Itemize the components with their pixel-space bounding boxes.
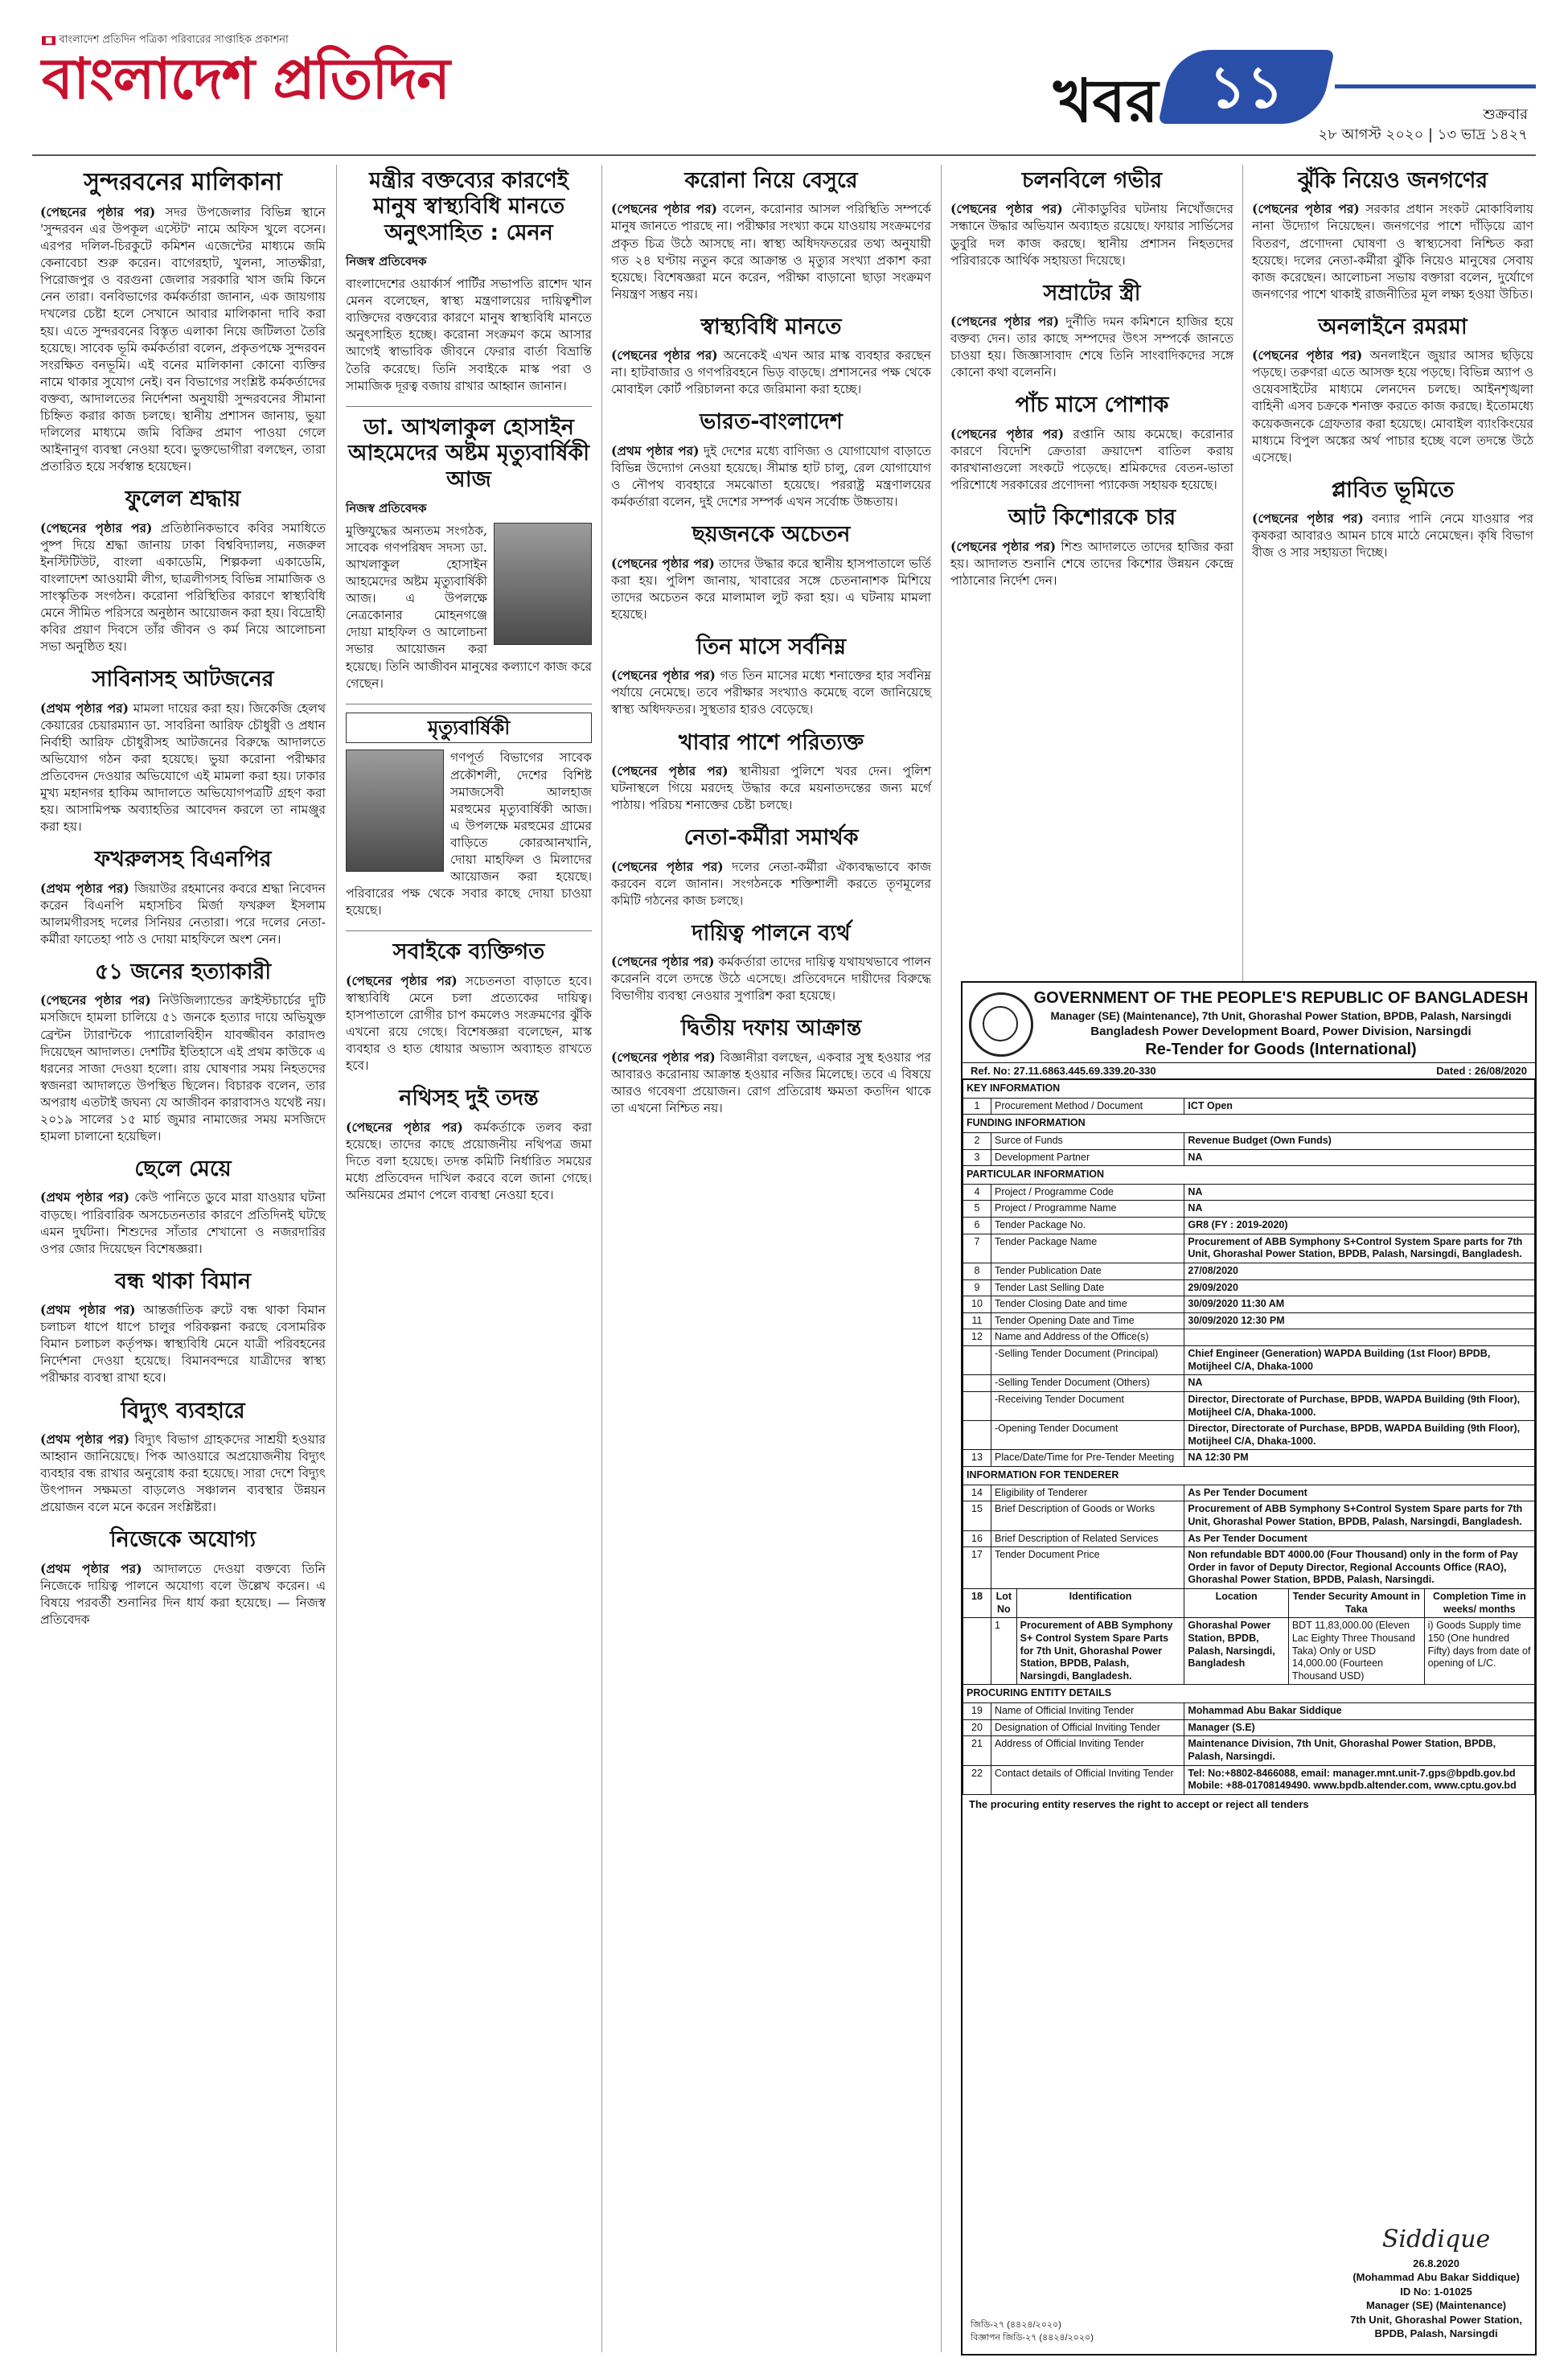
headline[interactable]: সাবিনাসহ আটজনের <box>92 667 274 692</box>
row-number <box>963 1375 991 1392</box>
headline[interactable]: নিজেকে অযোগ্য <box>109 1527 257 1553</box>
article-body: (পেছনের পৃষ্ঠার পর) নিউজিল্যান্ডের ক্রাইস্টচার্চের দুটি মসজিদে হামলা চালিয়ে ৫১ জনকে হত্যার দায়ে অভিযুক্ত ব্রেন্টন ট্যারান্টকে প্যারোলবিহীন যাবজ্জীবন কারাদণ্ড দিয়েছেন আদালত। দেশটির ইতিহাসে এই প্রথম কাউকে এ ধরনের সাজা দেওয়া হলো। রায় ঘোষণার সময় নিহতদের স্বজনরা আদালতে উপস্থিত ছিলেন। বিচারক বলেন, তার অপরাধ এতটাই জঘন্য যে আজীবন কারাবাসও যথেষ্ট নয়। ২০১৯ সালের ১৫ মার্চ জুমার নামাজের সময় মসজিদে হামলা চালানো হয়েছিল। <box>40 992 326 1144</box>
article[interactable] <box>611 730 931 815</box>
tagline-text: বাংলাদেশ প্রতিদিন পত্রিকা পরিবারের সাপ্তাহিক প্রকাশনা <box>59 34 289 46</box>
row-number: 7 <box>963 1234 991 1263</box>
ad-notes <box>971 2319 1094 2344</box>
table-row <box>963 1329 1535 1346</box>
signature-date: 26.8.2020 <box>1413 2257 1460 2269</box>
section-title: INFORMATION FOR TENDERER <box>963 1467 1535 1485</box>
ad-note: বিজ্ঞাপন জিডি-২৭ (৪৪২৪/২০২০) <box>971 2332 1094 2343</box>
headline[interactable]: স্বাস্থ্যবিধি মানতে <box>700 314 842 339</box>
row-number: 16 <box>963 1530 991 1547</box>
table-section-row <box>963 1685 1535 1703</box>
row-label: Tender Last Selling Date <box>991 1279 1184 1296</box>
headline[interactable]: চলনবিলে গভীর <box>1021 168 1163 193</box>
article[interactable] <box>611 825 931 910</box>
row-value: Procurement of ABB Symphony S+Control System Spare parts for 7th Unit, Ghorashal Power Station, BPDB, Palash, Narsingdi, Bangladesh. <box>1184 1234 1535 1263</box>
column-divider <box>941 165 942 2352</box>
row-label: Place/Date/Time for Pre-Tender Meeting <box>991 1450 1184 1467</box>
signatory-title: Manager (SE) (Maintenance) <box>1366 2299 1507 2312</box>
headline[interactable]: নেতা-কর্মীরা সমার্থক <box>683 825 859 851</box>
table-row <box>963 1719 1535 1736</box>
article-body: (পেছনের পৃষ্ঠার পর) সচেতনতা বাড়াতে হবে। স্বাস্থ্যবিধি মেনে চলা প্রত্যেকের দায়িত্ব। হাসপাতালে রোগীর চাপ কমলেও সংক্রমণের ঝুঁকি এখনো রয়ে গেছে। বিশেষজ্ঞরা বলেছেন, মাস্ক ব্যবহার ও হাত ধোয়ার অভ্যাস অব্যাহত রাখতে হবে। <box>346 972 593 1074</box>
row-number: 22 <box>963 1765 991 1794</box>
article[interactable] <box>40 1156 326 1258</box>
row-label: Surce of Funds <box>991 1132 1184 1149</box>
table-row <box>963 1375 1535 1392</box>
row-number: 15 <box>963 1501 991 1530</box>
row-label: Designation of Official Inviting Tender <box>991 1719 1184 1736</box>
row-value: 29/09/2020 <box>1184 1279 1535 1296</box>
article[interactable] <box>611 1016 931 1117</box>
row-label: -Opening Tender Document <box>991 1421 1184 1450</box>
article[interactable] <box>1252 168 1533 303</box>
article-body: (পেছনের পৃষ্ঠার পর) অনেকেই এখন আর মাস্ক ব্যবহার করছেন না। হাটবাজার ও গণপরিবহনে ভিড় বাড়ছে। প্রশাসনের পক্ষ থেকে মোবাইল কোর্ট পরিচালনা করে জরিমানা করা হচ্ছে। <box>611 347 931 397</box>
weekday: শুক্রবার <box>1483 106 1528 123</box>
newspaper-logo[interactable]: বাংলাদেশ প্রতিদিন <box>42 46 449 112</box>
article[interactable] <box>611 314 931 399</box>
article-body: (পেছনের পৃষ্ঠার পর) স্থানীয়রা পুলিশে খবর দেন। পুলিশ ঘটনাস্থলে গিয়ে মরদেহ উদ্ধার করে ময়নাতদন্তের জন্য মর্গে পাঠায়। পরিচয় শনাক্তের চেষ্টা চলছে। <box>611 762 931 813</box>
headline[interactable]: ফুলেল শ্রদ্ধায় <box>125 487 241 512</box>
signatory-name: (Mohammad Abu Bakar Siddique) <box>1353 2271 1520 2284</box>
article[interactable] <box>346 415 592 692</box>
row-label: Tender Opening Date and Time <box>991 1312 1184 1329</box>
lot-column-header: Tender Security Amount in Taka <box>1288 1589 1424 1618</box>
lot-security: BDT 11,83,000.00 (Eleven Lac Eighty Three Thousand Taka) Only or USD 14,000.00 (Fourteen Thousand USD) <box>1288 1618 1424 1685</box>
signatory-id: ID No: 1-01025 <box>1400 2285 1472 2298</box>
ad-note: জিডি-২৭ (৪৪২৪/২০২০) <box>971 2320 1061 2331</box>
headline[interactable]: সুন্দরবনের মালিকানা <box>84 168 282 196</box>
page-number: ১১ <box>1209 53 1284 121</box>
row-value: Maintenance Division, 7th Unit, Ghorashal Power Station, BPDB, Palash, Narsingdi. <box>1184 1736 1535 1765</box>
row-label: Project / Programme Code <box>991 1184 1184 1201</box>
article-body: বাংলাদেশের ওয়ার্কার্স পার্টির সভাপতি রাশেদ খান মেনন বলেছেন, স্বাস্থ্য মন্ত্রণালয়ের দায়িত্বশীল ব্যক্তিদের বক্তব্যের কারণে মানুষ স্বাস্থ্যবিধি মানতে অনুৎসাহিত হচ্ছে। করোনা সংক্রমণ কমে আসার আগেই স্বাভাবিক জীবনে ফেরার বার্তা বিভ্রান্তি তৈরি করেছে। তিনি সবাইকে মাস্ক পরা ও সামাজিক দূরত্ব বজায় রাখার আহ্বান জানান। <box>346 277 592 393</box>
article-body: (প্রথম পৃষ্ঠার পর) বিদ্যুৎ বিভাগ গ্রাহকদের সাশ্রয়ী হওয়ার আহ্বান জানিয়েছে। পিক আওয়ারে অপ্রয়োজনীয় বিদ্যুৎ ব্যবহার বন্ধ রাখার অনুরোধ করা হয়েছে। সারা দেশে বিদ্যুৎ উৎপাদন সক্ষমতা বাড়লেও সঞ্চালন ব্যবস্থার উন্নয়ন প্রয়োজন বলে মনে করেন সংশ্লিষ্টরা। <box>40 1431 326 1515</box>
article-body: মুক্তিযুদ্ধের অন্যতম সংগঠক, সাবেক গণপরিষদ সদস্য ডা. আখলাকুল হোসাইন আহমেদের অষ্টম মৃত্যুবার্ষিকী আজ। এ উপলক্ষে নেত্রকোনার মোহনগঞ্জে দোয়া মাহফিল ও আলোচনা সভার আয়োজন করা হয়েছে। তিনি আজীবন মানুষের কল্যাণে কাজ করে গেছেন। <box>346 523 592 691</box>
row-number: 20 <box>963 1719 991 1736</box>
article-body: (পেছনের পৃষ্ঠার পর) গত তিন মাসের মধ্যে শনাক্তের হার সর্বনিম্ন পর্যায়ে নেমেছে। তবে পরীক্ষার সংখ্যাও কমেছে বলে জানিয়েছে স্বাস্থ্য অধিদফতর। সুস্থতার হারও বেড়েছে। <box>611 667 932 717</box>
row-label: Eligibility of Tenderer <box>991 1485 1184 1501</box>
column-4 <box>950 165 1233 601</box>
headline[interactable]: তিন মাসে সর্বনিম্ন <box>696 634 847 659</box>
article-body: (পেছনের পৃষ্ঠার পর) তাদের উদ্ধার করে স্থানীয় হাসপাতালে ভর্তি করা হয়। পুলিশ জানায়, খাবারের সঙ্গে চেতনানাশক মিশিয়ে তাদের অচেতন করে মালামাল লুট করা হয়। এ ঘটনায় মামলা হয়েছে। <box>611 555 931 622</box>
row-value: Tel: No:+8802-8466088, email: manager.mnt.unit-7.gps@bpdb.gov.bd Mobile: +88-01708149490. www.bpdb.altender.com, www.cptu.gov.bd <box>1184 1765 1535 1794</box>
table-row <box>963 1421 1535 1450</box>
row-number: 19 <box>963 1703 991 1720</box>
tender-footnote: The procuring entity reserves the right to accept or reject all tenders <box>969 1797 1309 1810</box>
headline[interactable]: ৫১ জনের হত্যাকারী <box>94 959 272 984</box>
row-label: Brief Description of Goods or Works <box>991 1501 1184 1530</box>
byline: নিজস্ব প্রতিবেদক <box>346 254 427 269</box>
row-value: Director, Directorate of Purchase, BPDB, WAPDA Building (9th Floor), Motijheel C/A, Dhaka-1000. <box>1184 1421 1535 1450</box>
row-value <box>1184 1329 1535 1346</box>
article-body: (প্রথম পৃষ্ঠার পর) আদালতে দেওয়া বক্তব্যে তিনি নিজেকে দায়িত্ব পালনে অযোগ্য বলে উল্লেখ করেন। এ বিষয়ে পরবর্তী শুনানির দিন ধার্য করা হয়েছে। — নিজস্ব প্রতিবেদক <box>40 1560 326 1627</box>
article[interactable] <box>611 921 931 1005</box>
row-label: -Receiving Tender Document <box>991 1391 1184 1420</box>
article[interactable] <box>346 939 592 1074</box>
column-2 <box>346 165 592 1215</box>
article-body: (পেছনের পৃষ্ঠার পর) রপ্তানি আয় কমেছে। করোনার কারণে বিদেশি ক্রেতারা ক্রয়াদেশ বাতিল করায় কারখানাগুলো সংকটে পড়েছে। শ্রমিকদের বেতন-ভাতা পরিশোধে সরকারের প্রণোদনা প্যাকেজ সহায়ক হয়েছে। <box>950 425 1233 493</box>
row-value: NA <box>1184 1149 1535 1166</box>
row-number <box>963 1346 991 1375</box>
article[interactable] <box>40 959 326 1145</box>
row-label: Tender Package Name <box>991 1234 1184 1263</box>
article-body: (পেছনের পৃষ্ঠার পর) অনলাইনে জুয়ার আসর ছড়িয়ে পড়ছে। তরুণরা এতে আসক্ত হয়ে পড়ছে। বিভিন্ন অ্যাপ ও ওয়েবসাইটের মাধ্যমে লেনদেন চলছে। আইনশৃঙ্খলা বাহিনী এসব চক্রকে শনাক্ত করতে কাজ করছে। ইতোমধ্যে কয়েকজনকে গ্রেফতার করা হয়েছে। মোবাইল ব্যাংকিংয়ের মাধ্যমে বিপুল অঙ্কের অর্থ পাচার হচ্ছে বলে তদন্তে উঠে এসেছে। <box>1252 347 1533 465</box>
reference-line <box>963 1062 1535 1079</box>
row-number: 4 <box>963 1184 991 1201</box>
table-section-row <box>963 1166 1535 1185</box>
article-body: (প্রথম পৃষ্ঠার পর) আন্তর্জাতিক রুটে বন্ধ থাকা বিমান চলাচল ধাপে ধাপে চালুর পরিকল্পনা করছে বেসামরিক বিমান চলাচল কর্তৃপক্ষ। স্বাস্থ্যবিধি মেনে যাত্রী পরিবহনের নির্দেশনা দেওয়া হয়েছে। বিমানবন্দরে যাত্রীদের স্বাস্থ্য পরীক্ষার ব্যবস্থা রাখা হবে। <box>40 1302 326 1386</box>
article-body: (পেছনের পৃষ্ঠার পর) বিজ্ঞানীরা বলছেন, একবার সুস্থ হওয়ার পর আবারও করোনায় আক্রান্ত হওয়ার নজির মিলেছে। তবে এ বিষয়ে আরও গবেষণা প্রয়োজন। রোগ প্রতিরোধ ক্ষমতা কতদিন থাকে তা এখনো নিশ্চিত নয়। <box>611 1049 931 1116</box>
table-row <box>963 1547 1535 1589</box>
lot-header-row <box>963 1589 1535 1618</box>
table-row <box>963 1765 1535 1794</box>
headline[interactable]: ছয়জনকে অচেতন <box>692 522 851 548</box>
section-title: PARTICULAR INFORMATION <box>963 1166 1535 1185</box>
article[interactable] <box>950 281 1233 382</box>
office-line: Manager (SE) (Maintenance), 7th Unit, Ghorashal Power Station, BPDB, Palash, Narsingdi <box>1050 1010 1512 1022</box>
table-row <box>963 1132 1535 1149</box>
table-row <box>963 1485 1535 1501</box>
issue-date: ২৮ আগস্ট ২০২০ | ১৩ ভাদ্র ১৪২৭ <box>1318 126 1528 144</box>
headline[interactable]: ভারত-বাংলাদেশ <box>700 409 843 435</box>
lot-column-header: Lot No <box>991 1589 1017 1618</box>
article-body: (পেছনের পৃষ্ঠার পর) নৌকাডুবির ঘটনায় নিখোঁজদের সন্ধানে উদ্ধার অভিযান অব্যাহত রয়েছে। ফায়ার সার্ভিসের ডুবুরি দল কাজ করছে। স্থানীয় প্রশাসন নিহতদের পরিবারকে আর্থিক সহায়তা দিয়েছে। <box>950 201 1233 268</box>
government-title: GOVERNMENT OF THE PEOPLE'S REPUBLIC OF BANGLADESH <box>1033 989 1529 1007</box>
article-body: (পেছনের পৃষ্ঠার পর) কর্মকর্তাকে তলব করা হয়েছে। তাদের কাছে প্রয়োজনীয় নথিপত্র জমা দিতে বলা হয়েছে। তদন্ত কমিটি নির্ধারিত সময়ের মধ্যে প্রতিবেদন দাখিল করবে বলে জানা গেছে। অনিয়মের প্রমাণ পেলে ব্যবস্থা নেওয়া হবে। <box>346 1119 592 1202</box>
lot-row <box>963 1618 1535 1685</box>
table-row <box>963 1184 1535 1201</box>
row-value: Chief Engineer (Generation) WAPDA Building (1st Floor) BPDB, Motijheel C/A, Dhaka-1000 <box>1184 1346 1535 1375</box>
table-row <box>963 1703 1535 1720</box>
row-label: Tender Closing Date and time <box>991 1296 1184 1313</box>
row-value: ICT Open <box>1184 1098 1535 1115</box>
tender-header <box>963 983 1535 1062</box>
article[interactable] <box>950 505 1233 589</box>
table-row <box>963 1391 1535 1420</box>
headline[interactable]: করোনা নিয়ে বেসুরে <box>684 168 858 193</box>
article-body: গণপূর্ত বিভাগের সাবেক প্রকৌশলী, দেশের বিশিষ্ট সমাজসেবী আলহাজ মরহুমের মৃত্যুবার্ষিকী আজ। এ উপলক্ষে মরহুমের গ্রামের বাড়িতে কোরআনখানি, দোয়া মাহফিল ও মিলাদের আয়োজন করা হয়েছে। পরিবারের পক্ষ থেকে সবার কাছে দোয়া চাওয়া হয়েছে। <box>346 750 592 918</box>
row-value: NA <box>1184 1184 1535 1201</box>
row-value: 27/08/2020 <box>1184 1263 1535 1279</box>
table-section-row <box>963 1467 1535 1485</box>
article[interactable] <box>40 1399 326 1517</box>
row-value: NA 12:30 PM <box>1184 1450 1535 1467</box>
row-number: 1 <box>963 1098 991 1115</box>
article-body: (পেছনের পৃষ্ঠার পর) বন্যার পানি নেমে যাওয়ার পর কৃষকরা আবারও আমন চাষে মাঠে নেমেছেন। কৃষি বিভাগ বীজ ও সার সহায়তা দিচ্ছে। <box>1252 511 1533 561</box>
row-value: As Per Tender Document <box>1184 1485 1535 1501</box>
row-label: -Selling Tender Document (Principal) <box>991 1346 1184 1375</box>
row-label: Tender Publication Date <box>991 1263 1184 1279</box>
article[interactable] <box>40 667 326 836</box>
lot-column-header: 18 <box>963 1589 991 1618</box>
article[interactable] <box>1252 478 1533 562</box>
row-value: Mohammad Abu Bakar Siddique <box>1184 1703 1535 1720</box>
row-number: 10 <box>963 1296 991 1313</box>
headline[interactable]: বিদ্যুৎ ব্যবহারে <box>121 1398 245 1423</box>
table-section-row <box>963 1080 1535 1099</box>
row-number: 11 <box>963 1312 991 1329</box>
headline[interactable]: পাঁচ মাসে পোশাক <box>1015 392 1169 418</box>
row-label: Tender Package No. <box>991 1218 1184 1234</box>
article-body: (প্রথম পৃষ্ঠার পর) কেউ পানিতে ডুবে মারা যাওয়ার ঘটনা বাড়ছে। পারিবারিক অসচেতনতার কারণে প্রতিদিনই ঘটছে এমন দুর্ঘটনা। শিশুদের সাঁতার শেখানো ও নজরদারির ওপর জোর দিয়েছেন বিশেষজ্ঞরা। <box>40 1189 326 1256</box>
table-row <box>963 1098 1535 1115</box>
row-number: 21 <box>963 1736 991 1765</box>
row-value: NA <box>1184 1201 1535 1218</box>
row-value: GR8 (FY : 2019-2020) <box>1184 1218 1535 1234</box>
article-body: (পেছনের পৃষ্ঠার পর) শিশু আদালতে তাদের হাজির করা হয়। আদালত শুনানি শেষে তাদের কিশোর উন্নয়ন কেন্দ্রে পাঠানোর নির্দেশ দেন। <box>950 538 1233 588</box>
article-body: (পেছনের পৃষ্ঠার পর) সদর উপজেলার বিভিন্ন স্থানে 'সুন্দরবন এর উপকূল এস্টেট' নামে অফিস খুলে বসেন। এরপর দলিল-চিরকুটে কমিশন এজেন্টের মাধ্যমে জমি কেনাবেচা শুরু করেন। বাগেরহাট, খুলনা, সাতক্ষীরা, পিরোজপুর ও বরগুনা জেলার সরকারি খাস জমি কিনে নেন তারা। বনবিভাগের কর্মকর্তারা জানান, এক জায়গায় দখলের চেষ্টা হলে সেখানে আবার মালিকানা দাবি করা হয়। এতে সুন্দরবনের বিস্তৃত এলাকা নিয়ে জটিলতা তৈরি হয়েছে। সাবেক ভূমি কর্মকর্তারা বলেন, প্রকৃতপক্ষে সুন্দরবন সংরক্ষিত বনভূমি। এই বনের মালিকানা কোনো ব্যক্তির নামে থাকার সুযোগ নেই। বন বিভাগের সংশ্লিষ্ট কর্মকর্তাদের বক্তব্য, আদালতের নির্দেশনা অনুযায়ী সুন্দরবনের সীমানা চিহ্নিত করার কাজ চলছে। স্থানীয় প্রশাসন জানায়, ভুয়া দলিলের মাধ্যমে জমি বিক্রির প্রমাণ পাওয়া গেলে আইনানুগ ব্যবস্থা নেওয়া হবে। ভুক্তভোগীরা বলছেন, তারা প্রতারিত হয়ে সর্বস্বান্ত হয়েছেন। <box>40 204 326 474</box>
article[interactable] <box>346 168 592 395</box>
headline[interactable]: ফখরুলসহ বিএনপির <box>94 847 272 873</box>
article[interactable] <box>611 522 931 623</box>
headline[interactable]: ডা. আখলাকুল হোসাইন আহমেদের অষ্টম মৃত্যুবার্ষিকী আজ <box>348 414 589 492</box>
signatory-address: BPDB, Palash, Narsingdi <box>1374 2327 1498 2340</box>
byline: নিজস্ব প্রতিবেদক <box>346 500 427 515</box>
row-number: 14 <box>963 1485 991 1501</box>
tender-title: Re-Tender for Goods (International) <box>1145 1041 1417 1058</box>
article[interactable] <box>40 1527 326 1629</box>
table-row <box>963 1201 1535 1218</box>
row-value: Director, Directorate of Purchase, BPDB, WAPDA Building (9th Floor), Motijheel C/A, Dhaka-1000. <box>1184 1391 1535 1420</box>
divider <box>346 406 592 407</box>
article-body: (প্রথম পৃষ্ঠার পর) জিয়াউর রহমানের কবরে শ্রদ্ধা নিবেদন করেন বিএনপি মহাসচিব মির্জা ফখরুল ইসলাম আলমগীরসহ দলের সিনিয়র নেতারা। পরে দলের নেতা-কর্মীরা ফাতেহা পাঠ ও দোয়া মাহফিলে অংশ নেন। <box>40 880 326 947</box>
article[interactable] <box>950 168 1233 269</box>
row-label: Name and Address of the Office(s) <box>991 1329 1184 1346</box>
portrait-photo <box>494 523 592 645</box>
logo-block <box>42 32 449 112</box>
headline[interactable]: অনলাইনে রমরমা <box>1318 314 1467 339</box>
headline[interactable]: প্লাবিত ভূমিতে <box>1331 477 1455 503</box>
row-value: Non refundable BDT 4000.00 (Four Thousand) only in the form of Pay Order in favor of Deputy Director, Regional Accounts Office (RAO), Ghorashal Power Station, BPDB, Palash, Narsingdi. <box>1184 1547 1535 1589</box>
row-label: Tender Document Price <box>991 1547 1184 1589</box>
section-title: FUNDING INFORMATION <box>963 1115 1535 1133</box>
headline[interactable]: বন্ধ থাকা বিমান <box>115 1268 251 1294</box>
headline[interactable]: খাবার পাশে পরিত্যক্ত <box>678 729 864 755</box>
row-label: -Selling Tender Document (Others) <box>991 1375 1184 1392</box>
lot-no: 1 <box>991 1618 1017 1685</box>
table-row <box>963 1450 1535 1467</box>
row-value: Manager (S.E) <box>1184 1719 1535 1736</box>
section-title: PROCURING ENTITY DETAILS <box>963 1685 1535 1703</box>
table-row <box>963 1296 1535 1313</box>
table-row <box>963 1218 1535 1234</box>
lot-column-header: Identification <box>1016 1589 1184 1618</box>
article[interactable] <box>346 713 592 920</box>
column-5 <box>1252 165 1533 573</box>
tender-heading <box>1033 989 1529 1059</box>
lot-column-header: Completion Time in weeks/ months <box>1424 1589 1534 1618</box>
portrait-photo <box>346 750 444 872</box>
tender-advertisement <box>961 981 1537 2356</box>
row-label: Project / Programme Name <box>991 1201 1184 1218</box>
signatory-unit: 7th Unit, Ghorashal Power Station, <box>1350 2313 1522 2326</box>
row-label: Name of Official Inviting Tender <box>991 1703 1184 1720</box>
reference-date: Dated : 26/08/2020 <box>1436 1065 1527 1077</box>
row-number: 12 <box>963 1329 991 1346</box>
headline[interactable]: নথিসহ দুই তদন্ত <box>399 1086 539 1111</box>
article-body: (পেছনের পৃষ্ঠার পর) দুর্নীতি দমন কমিশনে হাজির হয়ে বক্তব্য দেন। তার কাছে সম্পদের উৎস সম্পর্কে জানতে চাওয়া হয়। জিজ্ঞাসাবাদ শেষে তিনি সাংবাদিকদের সঙ্গে কোনো কথা বলেননি। <box>950 314 1234 380</box>
article-body: (পেছনের পৃষ্ঠার পর) দলের নেতা-কর্মীরা ঐক্যবদ্ধভাবে কাজ করবেন বলে জানান। সংগঠনকে শক্তিশালী করতে তৃণমূলের কমিটি গঠনের কাজ চলছে। <box>611 858 932 908</box>
headline[interactable]: মন্ত্রীর বক্তব্যের কারণেই মানুষ স্বাস্থ্যবিধি মানতে অনুৎসাহিত : মেনন <box>369 168 569 245</box>
article[interactable] <box>611 409 931 511</box>
article[interactable] <box>611 635 931 719</box>
row-number <box>963 1391 991 1420</box>
row-label: Contact details of Official Inviting Tender <box>991 1765 1184 1794</box>
row-number: 6 <box>963 1218 991 1234</box>
headline[interactable]: ছেলে মেয়ে <box>134 1156 232 1182</box>
table-section-row <box>963 1115 1535 1133</box>
headline[interactable]: আট কিশোরকে চার <box>1008 505 1176 531</box>
table-row <box>963 1263 1535 1279</box>
column-divider <box>336 165 337 2352</box>
column-1 <box>40 165 326 1640</box>
row-number <box>963 1421 991 1450</box>
row-number: 9 <box>963 1279 991 1296</box>
table-row <box>963 1279 1535 1296</box>
article[interactable] <box>40 168 326 475</box>
headline[interactable]: সবাইকে ব্যক্তিগত <box>392 939 545 965</box>
headline[interactable]: সম্রাটের স্ত্রী <box>1043 280 1141 306</box>
masthead <box>32 0 1536 153</box>
headline[interactable]: ঝুঁকি নিয়েও জনগণের <box>1297 168 1488 193</box>
row-number: 13 <box>963 1450 991 1467</box>
article-body: (পেছনের পৃষ্ঠার পর) কর্মকর্তারা তাদের দায়িত্ব যথাযথভাবে পালন করেননি বলে তদন্তে উঠে এসেছে। প্রতিবেদনে দায়ীদের বিরুদ্ধে বিভাগীয় ব্যবস্থা নেওয়ার সুপারিশ করা হয়েছে। <box>611 954 931 1004</box>
lot-location: Ghorashal Power Station, BPDB, Palash, Narsingdi, Bangladesh <box>1184 1618 1288 1685</box>
table-row <box>963 1501 1535 1530</box>
section-title: খবর <box>1053 67 1159 136</box>
article[interactable] <box>1252 314 1533 466</box>
headline[interactable]: দ্বিতীয় দফায় আক্রান্ত <box>680 1016 862 1041</box>
row-value: As Per Tender Document <box>1184 1530 1535 1547</box>
lot-ident: Procurement of ABB Symphony S+ Control System Spare Parts for 7th Unit, Ghorashal Power Station, BPDB, Palash, Narsingdi, Bangladesh. <box>1016 1618 1184 1685</box>
article-body: (পেছনের পৃষ্ঠার পর) সরকার প্রধান সংকট মোকাবিলায় নানা উদ্যোগ নিয়েছেন। জনগণের পাশে দাঁড়িয়ে ত্রাণ বিতরণ, প্রণোদনা ঘোষণা ও স্বাস্থ্যসেবা নিশ্চিত করা হয়েছে। দলের নেতা-কর্মীরা ঝুঁকি নিয়েও মানুষের সেবায় কাজ করেছেন। আলোচনা সভায় বক্তারা বলেন, দুর্যোগে জনগণের পাশে থাকাই রাজনীতির মূল লক্ষ্য হওয়া উচিত। <box>1252 201 1533 302</box>
row-value: 30/09/2020 11:30 AM <box>1184 1296 1535 1313</box>
row-label: Address of Official Inviting Tender <box>991 1736 1184 1765</box>
column-divider <box>601 165 602 2352</box>
section-title: KEY INFORMATION <box>963 1080 1535 1099</box>
article[interactable] <box>611 168 931 303</box>
dateline <box>1319 105 1528 145</box>
row-label: Procurement Method / Document <box>991 1098 1184 1115</box>
column-3 <box>611 165 931 1128</box>
masthead-rule <box>32 154 1536 156</box>
lot-spacer <box>963 1618 991 1685</box>
table-row <box>963 1149 1535 1166</box>
headline[interactable]: দায়িত্ব পালনে ব্যর্থ <box>692 920 851 946</box>
signature-block <box>1350 2224 1522 2341</box>
reference-number: Ref. No: 27.11.6863.445.69.339.20-330 <box>971 1065 1156 1077</box>
board-line: Bangladesh Power Development Board, Power Division, Narsingdi <box>1090 1025 1472 1038</box>
row-number: 2 <box>963 1132 991 1149</box>
lot-completion: i) Goods Supply time 150 (One hundred Fifty) days from date of opening of L/C. <box>1424 1618 1534 1685</box>
article[interactable] <box>346 1086 592 1204</box>
row-value: NA <box>1184 1375 1535 1392</box>
row-number: 8 <box>963 1263 991 1279</box>
header-accent-line <box>1335 84 1536 88</box>
row-number: 3 <box>963 1149 991 1166</box>
table-row <box>963 1346 1535 1375</box>
article[interactable] <box>40 847 326 948</box>
row-value: Revenue Budget (Own Funds) <box>1184 1132 1535 1149</box>
article[interactable] <box>40 487 326 655</box>
table-row <box>963 1736 1535 1765</box>
row-number: 17 <box>963 1547 991 1589</box>
headline[interactable]: মৃত্যুবার্ষিকী <box>346 713 592 744</box>
table-row <box>963 1312 1535 1329</box>
table-row <box>963 1234 1535 1263</box>
tagline-mark: ■ <box>42 36 55 45</box>
row-value: 30/09/2020 12:30 PM <box>1184 1312 1535 1329</box>
signature: Siddique <box>1381 2225 1491 2254</box>
table-row <box>963 1530 1535 1547</box>
article[interactable] <box>950 392 1233 494</box>
divider <box>346 930 592 931</box>
row-value: Procurement of ABB Symphony S+Control System Spare parts for 7th Unit, Ghorashal Power Station, BPDB, Palash, Narsingdi, Bangladesh. <box>1184 1501 1535 1530</box>
government-emblem-icon <box>969 992 1033 1057</box>
article[interactable] <box>40 1269 326 1387</box>
article-body: (প্রথম পৃষ্ঠার পর) দুই দেশের মধ্যে বাণিজ্য ও যোগাযোগ বাড়াতে বিভিন্ন উদ্যোগ নেওয়া হয়েছে। সীমান্ত হাট চালু, রেল যোগাযোগ ও নৌপথ ব্যবহারে সমঝোতা হয়েছে। পররাষ্ট্র মন্ত্রণালয়ের কর্মকর্তারা বলেন, দুই দেশের সম্পর্ক এখন সর্বোচ্চ উচ্চতায়। <box>611 442 931 510</box>
lot-column-header: Location <box>1184 1589 1288 1618</box>
row-number: 5 <box>963 1201 991 1218</box>
tender-table <box>963 1079 1535 1795</box>
article-body: (প্রথম পৃষ্ঠার পর) মামলা দায়ের করা হয়। জিকেজি হেলথ কেয়ারের চেয়ারম্যান ডা. সাবরিনা আরিফ চৌধুরী ও প্রধান নির্বাহী আরিফ চৌধুরীসহ আটজনের বিরুদ্ধে আদালতে অভিযোগ গঠন করা হয়েছে। ভুয়া করোনা পরীক্ষার প্রতিবেদন দেওয়ার অভিযোগে এই মামলা করা হয়। ঢাকার মুখ্য মহানগর হাকিম আদালতে অভিযোগপত্রটি গ্রহণ করা হয়। আসামিপক্ষ অব্যাহতির আবেদন করলে তা নামঞ্জুর করা হয়। <box>40 700 326 835</box>
row-label: Development Partner <box>991 1149 1184 1166</box>
article-body: (পেছনের পৃষ্ঠার পর) বলেন, করোনার আসল পরিস্থিতি সম্পর্কে মানুষ জানতে পারছে না। পরীক্ষার সংখ্যা কমে যাওয়ায় সংক্রমণের প্রকৃত চিত্র উঠে আসছে না। স্বাস্থ্য অধিদফতরের তথ্য অনুযায়ী গত ২৪ ঘণ্টায় নতুন করে আক্রান্ত ও মৃত্যুর সংখ্যা প্রকাশ করা হয়েছে। বিশেষজ্ঞরা মনে করেন, পরীক্ষা বাড়ানো ছাড়া সংক্রমণ নিয়ন্ত্রণ সম্ভব নয়। <box>611 201 932 302</box>
row-label: Brief Description of Related Services <box>991 1530 1184 1547</box>
article-body: (পেছনের পৃষ্ঠার পর) প্রতিষ্ঠানিকভাবে কবির সমাধিতে পুষ্প দিয়ে শ্রদ্ধা জানায় ঢাকা বিশ্ববিদ্যালয়, নজরুল ইনস্টিটিউট, বাংলা একাডেমি, শিল্পকলা একাডেমি, বাংলাদেশ আওয়ামী লীগ, ছাত্রলীগসহ বিভিন্ন সামাজিক ও সাংস্কৃতিক সংগঠন। করোনা পরিস্থিতির কারণে স্বাস্থ্যবিধি মেনে সীমিত পরিসরে অনুষ্ঠান আয়োজন করা হয়। বিদ্রোহী কবির প্রয়াণ দিবসে তাঁর জীবন ও কর্ম নিয়ে আলোচনা সভা অনুষ্ঠিত হয়। <box>40 520 326 655</box>
